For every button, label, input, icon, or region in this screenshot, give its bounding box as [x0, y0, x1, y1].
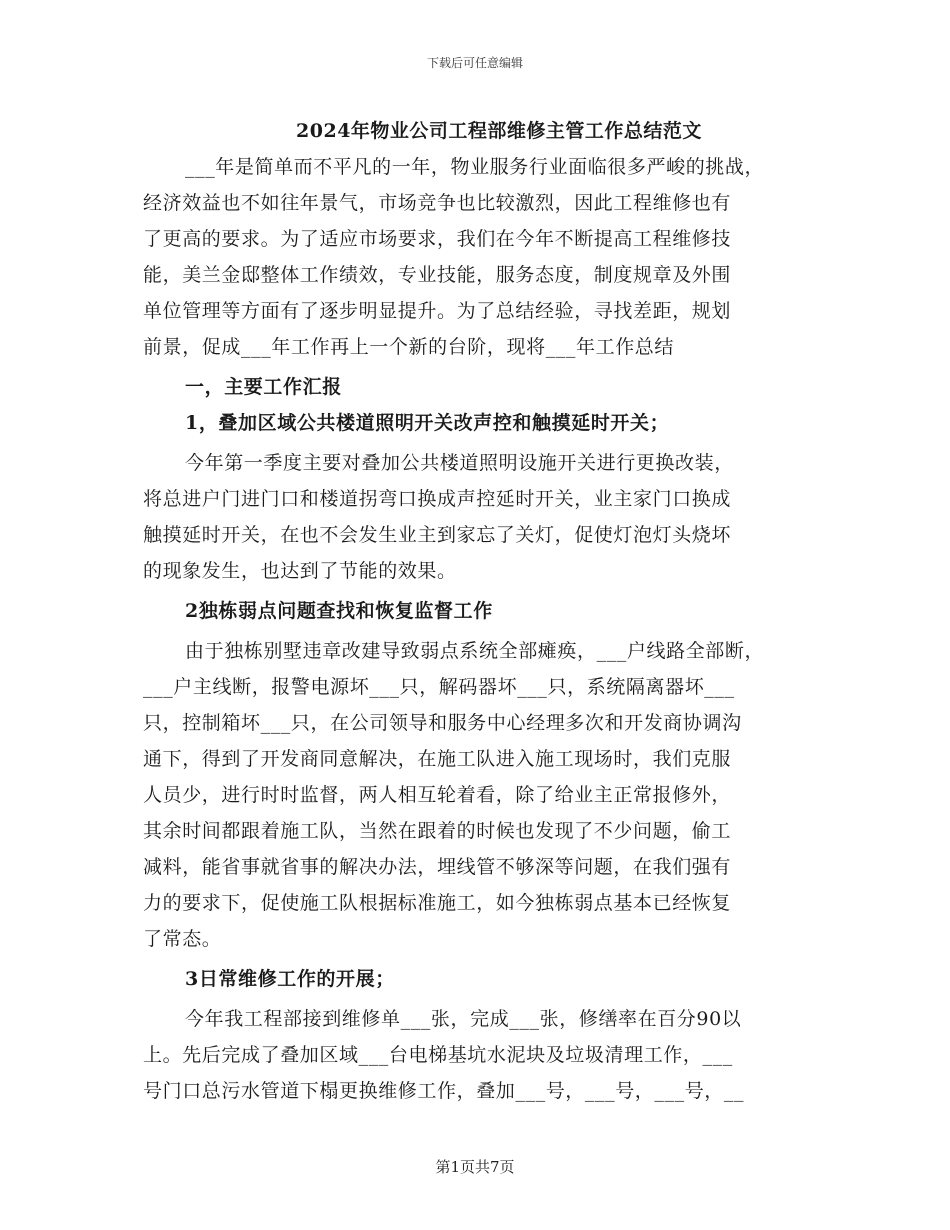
body-line: 其余时间都跟着施工队，当然在跟着的时候也发现了不少问题，偷工	[143, 820, 732, 842]
body-line: 号门口总污水管道下榻更换维修工作，叠加___号，___号，___号，__	[143, 1080, 745, 1102]
body-line: ___年是简单而不平凡的一年，物业服务行业面临很多严峻的挑战，	[185, 156, 765, 178]
body-line: 的现象发生，也达到了节能的效果。	[143, 560, 457, 582]
body-line: 触摸延时开关，在也不会发生业主到家忘了关灯，促使灯泡灯头烧坏	[143, 524, 732, 546]
document-title: 2024年物业公司工程部维修主管工作总结范文	[296, 120, 702, 142]
body-line: 上。先后完成了叠加区域___台电梯基坑水泥块及垃圾清理工作，___	[143, 1044, 733, 1066]
body-line: 了更高的要求。为了适应市场要求，我们在今年不断提高工程维修技	[143, 228, 732, 250]
page-footer: 第1页共7页	[435, 1158, 515, 1176]
page-header: 下载后可任意编辑	[426, 56, 523, 70]
body-line: 通下，得到了开发商同意解决，在施工队进入施工现场时，我们克服	[143, 748, 732, 770]
body-line: 减料，能省事就省事的解决办法，埋线管不够深等问题，在我们强有	[143, 856, 732, 878]
body-line: 了常态。	[143, 928, 222, 950]
body-line: 由于独栋别墅违章改建导致弱点系统全部瘫痪，___户线路全部断，	[185, 640, 765, 662]
body-line: 人员少，进行时时监督，两人相互轮着看，除了给业主正常报修外，	[143, 784, 732, 806]
body-line: 力的要求下，促使施工队根据标准施工，如今独栋弱点基本已经恢复	[143, 892, 732, 914]
subsection-heading: 1，叠加区域公共楼道照明开关改声控和触摸延时开关；	[185, 412, 670, 434]
body-line: 单位管理等方面有了逐步明显提升。为了总结经验，寻找差距，规划	[143, 300, 732, 322]
body-line: 今年第一季度主要对叠加公共楼道照明设施开关进行更换改装，	[185, 452, 734, 474]
section-heading: 一，主要工作汇报	[185, 376, 342, 398]
body-line: 今年我工程部接到维修单___张，完成___张，修缮率在百分90以	[185, 1008, 742, 1030]
body-line: 经济效益也不如往年景气，市场竞争也比较激烈，因此工程维修也有	[143, 192, 732, 214]
body-line: 前景，促成___年工作再上一个新的台阶，现将___年工作总结	[143, 336, 675, 358]
body-line: 能，美兰金邸整体工作绩效，专业技能，服务态度，制度规章及外围	[143, 264, 732, 286]
body-line: ___户主线断，报警电源坏___只，解码器坏___只，系统隔离器坏___	[143, 676, 735, 698]
body-line: 只，控制箱坏___只，在公司领导和服务中心经理多次和开发商协调沟	[143, 712, 742, 734]
subsection-heading: 3日常维修工作的开展；	[185, 968, 395, 990]
body-line: 将总进户门进门口和楼道拐弯口换成声控延时开关，业主家门口换成	[143, 488, 732, 510]
subsection-heading: 2独栋弱点问题查找和恢复监督工作	[185, 600, 493, 622]
